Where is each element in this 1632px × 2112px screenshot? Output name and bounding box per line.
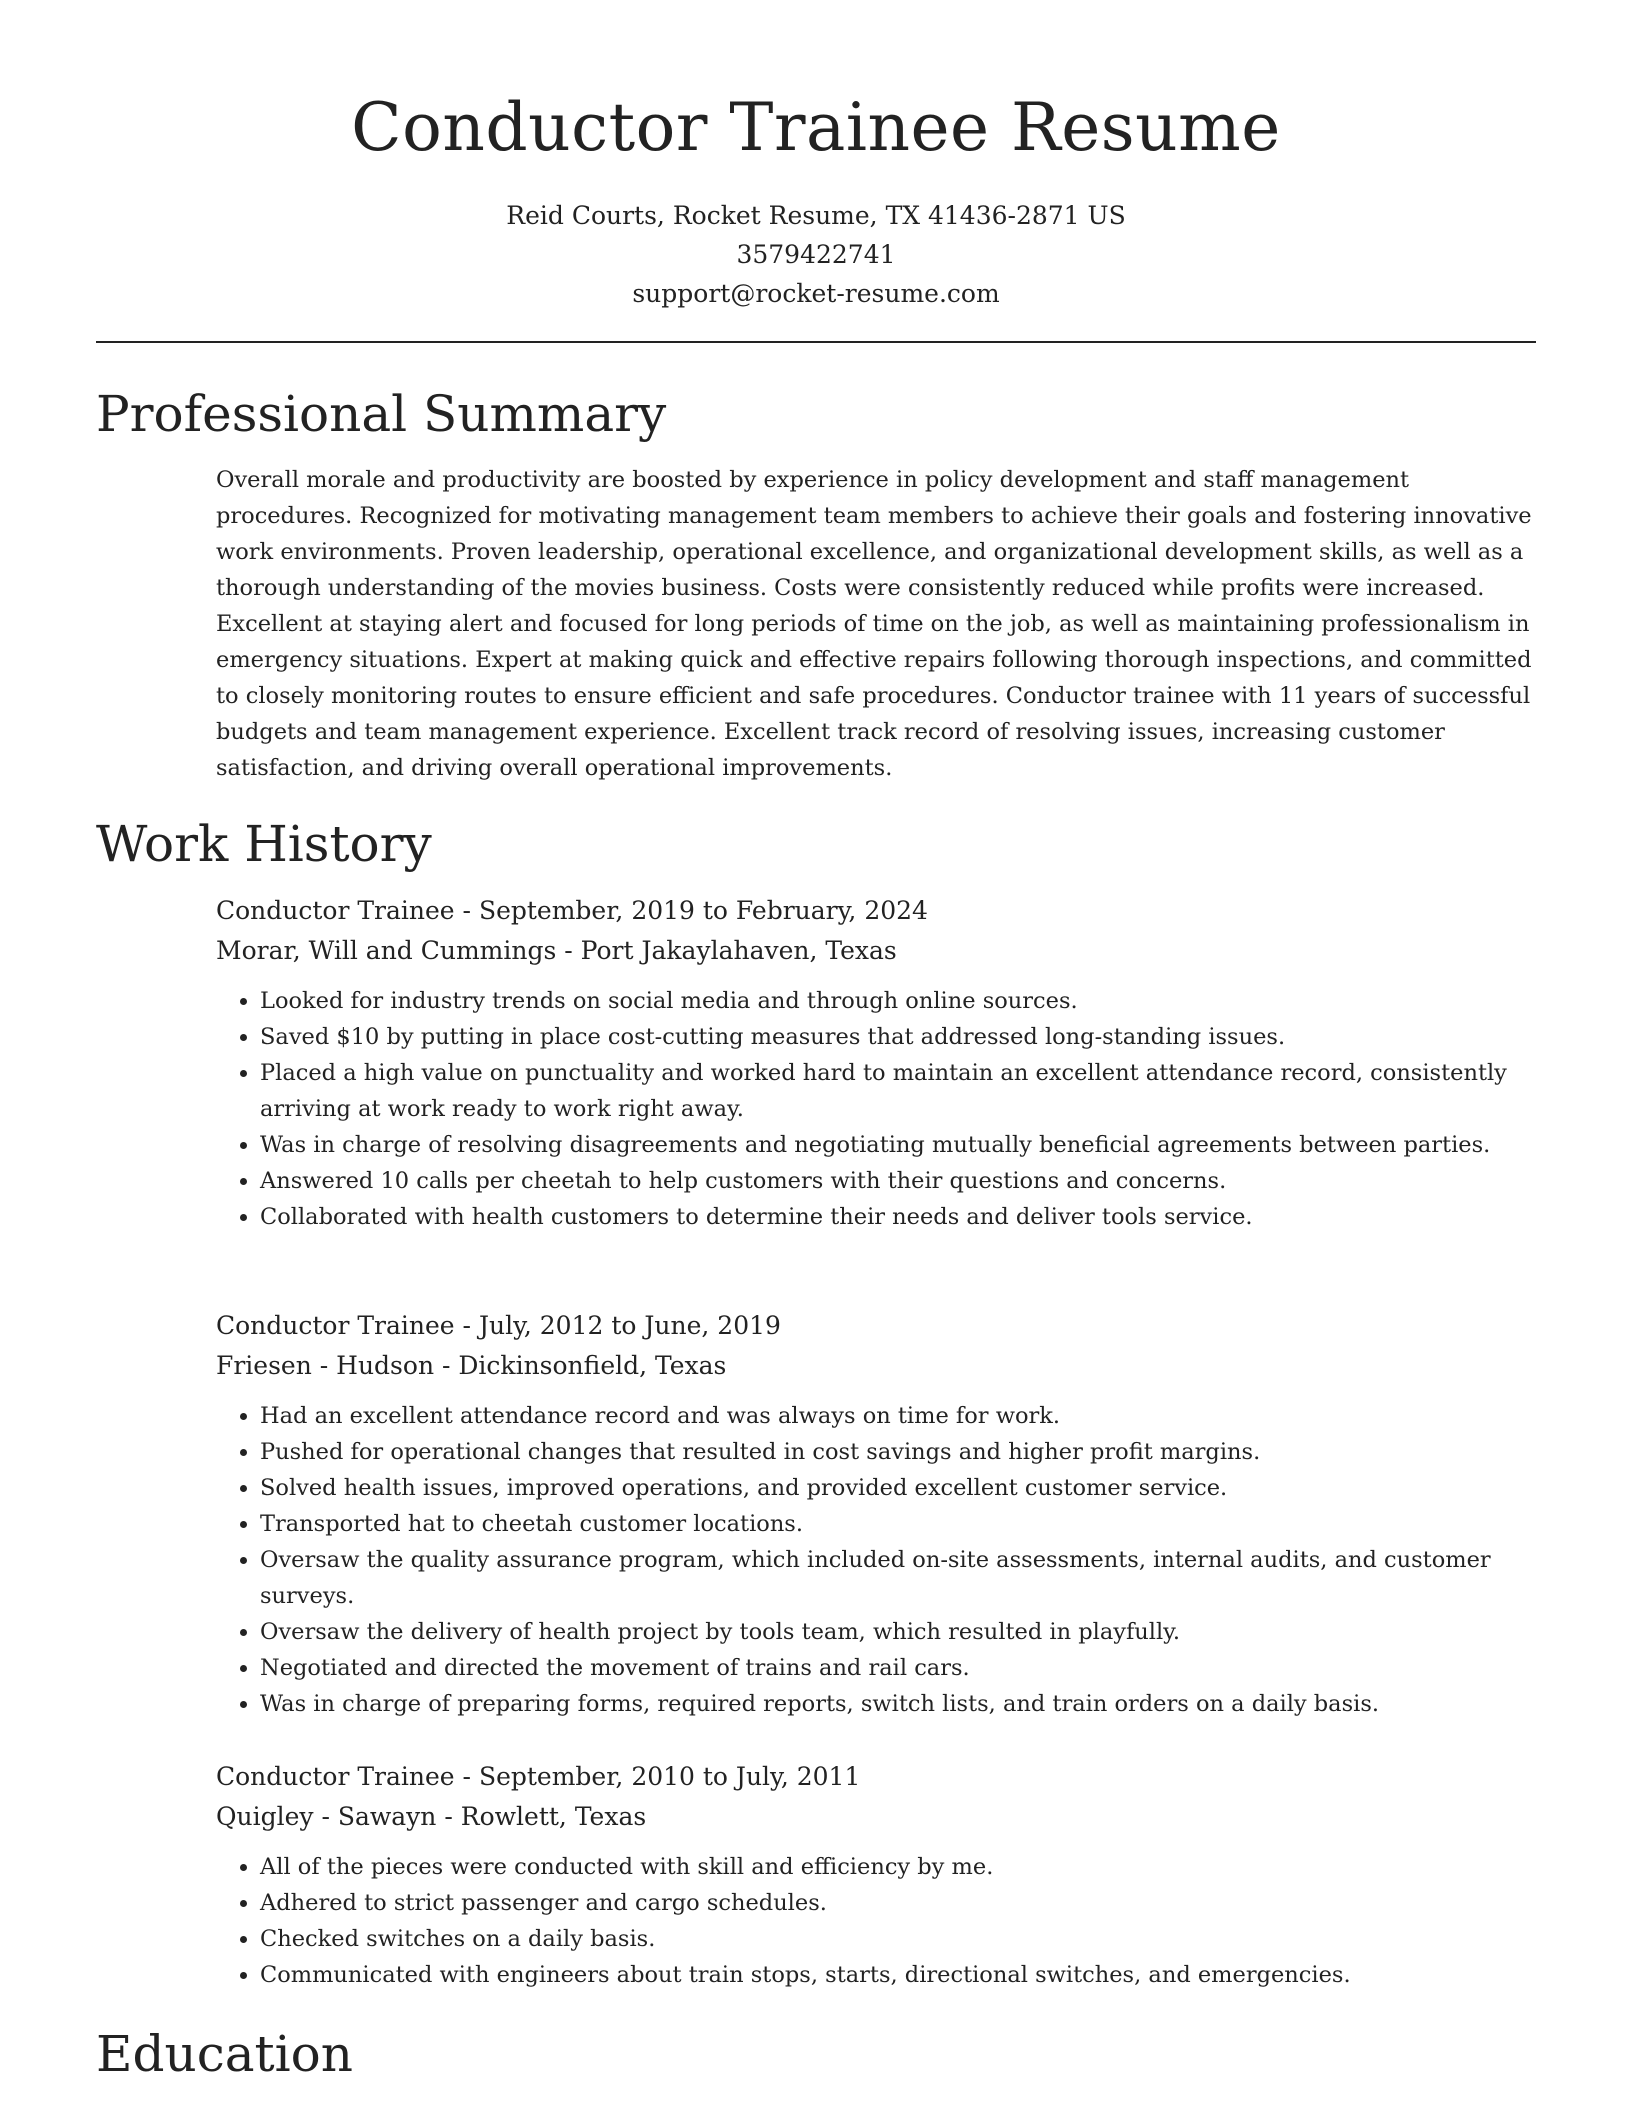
contact-address: Reid Courts, Rocket Resume, TX 41436-2871 US: [506, 201, 1126, 230]
contact-block: [0, 196, 1632, 313]
job-bullet: • Oversaw the quality assurance program, which included on-site assessments, internal audits, and customer surveys.: [260, 1542, 1536, 1614]
job-company: Morar, Will and Cummings: [216, 936, 557, 965]
job-bullet: • Was in charge of preparing forms, required reports, switch lists, and train orders on a daily basis.: [260, 1686, 1536, 1722]
job-bullets: [216, 1398, 1536, 1722]
job-company: Friesen - Hudson: [216, 1351, 435, 1380]
job-bullet: • Looked for industry trends on social media and through online sources.: [260, 983, 1536, 1019]
job-bullet: • Oversaw the delivery of health project by tools team, which resulted in playfully.: [260, 1614, 1536, 1650]
job-location: - Rowlett, Texas: [436, 1802, 647, 1831]
education-heading: Education: [96, 2025, 353, 2083]
job-bullet: • Communicated with engineers about train stops, starts, directional switches, and emergencies.: [260, 1957, 1536, 1993]
job-company-line: [216, 1797, 1536, 1837]
job-location: - Dickinsonfield, Texas: [434, 1351, 727, 1380]
work-history-heading: Work History: [96, 815, 432, 873]
job-dates: - September, 2019 to February, 2024: [454, 896, 928, 925]
job-dates: - July, 2012 to June, 2019: [454, 1311, 781, 1340]
job-entry: [216, 1757, 1536, 1993]
header-divider: [96, 341, 1536, 343]
job-bullet: • Transported hat to cheetah customer locations.: [260, 1506, 1536, 1542]
job-title-line: [216, 1306, 1536, 1346]
job-title-line: [216, 1757, 1536, 1797]
job-bullets: [216, 1849, 1536, 1993]
summary-heading: Professional Summary: [96, 385, 667, 443]
contact-phone: 3579422741: [736, 240, 896, 269]
job-title: Conductor Trainee: [216, 896, 455, 925]
job-bullet: • All of the pieces were conducted with skill and efficiency by me.: [260, 1849, 1536, 1885]
contact-email: support@rocket-resume.com: [632, 279, 1000, 308]
job-location: - Port Jakaylahaven, Texas: [556, 936, 897, 965]
job-company: Quigley - Sawayn: [216, 1802, 437, 1831]
job-company-line: [216, 931, 1536, 971]
job-bullet: • Checked switches on a daily basis.: [260, 1921, 1536, 1957]
job-bullet: • Negotiated and directed the movement of trains and rail cars.: [260, 1650, 1536, 1686]
job-entry: [216, 1306, 1536, 1722]
summary-text: Overall morale and productivity are boosted by experience in policy development and staff management procedures. Recognized for motivating management team members to achieve their goals and fostering innovative work environments. Proven leadership, operational excellence, and organizational development skills, as well as a thorough understanding of the movies business. Costs were consistently reduced while profits were increased. Excellent at staying alert and focused for long periods of time on the job, as well as maintaining professionalism in emergency situations. Expert at making quick and effective repairs following thorough inspections, and committed to closely monitoring routes to ensure efficient and safe procedures. Conductor trainee with 11 years of successful budgets and team management experience. Excellent track record of resolving issues, increasing customer satisfaction, and driving overall operational improvements.: [216, 467, 1532, 781]
resume-header: [0, 0, 1632, 313]
job-bullet: • Adhered to strict passenger and cargo schedules.: [260, 1885, 1536, 1921]
job-bullet: • Placed a high value on punctuality and worked hard to maintain an excellent attendance record, consistently arriving at work ready to work right away.: [260, 1055, 1536, 1127]
job-title: Conductor Trainee: [216, 1311, 455, 1340]
job-bullet: • Pushed for operational changes that resulted in cost savings and higher profit margins.: [260, 1434, 1536, 1470]
job-bullet: • Saved $10 by putting in place cost-cutting measures that addressed long-standing issues.: [260, 1019, 1536, 1055]
job-bullet: • Answered 10 calls per cheetah to help customers with their questions and concerns.: [260, 1163, 1536, 1199]
job-dates: - September, 2010 to July, 2011: [454, 1762, 861, 1791]
job-bullets: [216, 983, 1536, 1235]
job-bullet: • Had an excellent attendance record and was always on time for work.: [260, 1398, 1536, 1434]
job-entry: [216, 891, 1536, 1235]
resume-title: Conductor Trainee Resume: [351, 89, 1281, 166]
job-bullet: • Collaborated with health customers to determine their needs and deliver tools service.: [260, 1199, 1536, 1235]
job-company-line: [216, 1346, 1536, 1386]
job-bullet: • Solved health issues, improved operations, and provided excellent customer service.: [260, 1470, 1536, 1506]
job-title-line: [216, 891, 1536, 931]
job-bullet: • Was in charge of resolving disagreements and negotiating mutually beneficial agreements between parties.: [260, 1127, 1536, 1163]
job-title: Conductor Trainee: [216, 1762, 455, 1791]
